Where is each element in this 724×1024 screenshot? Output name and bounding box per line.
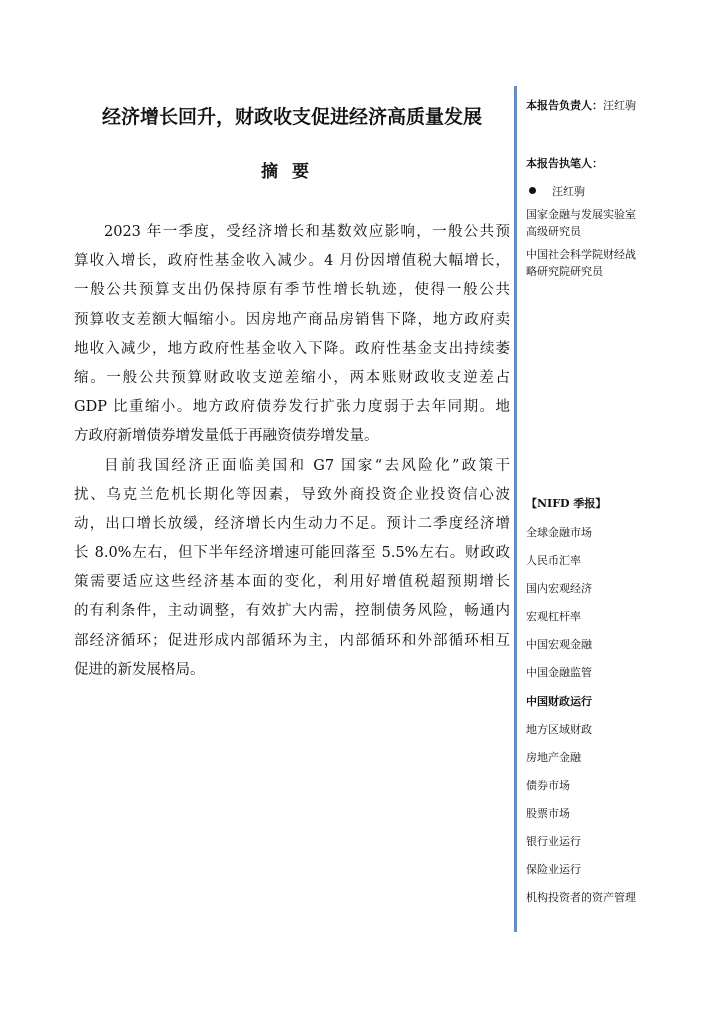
paragraph-line: 促进的新发展格局。 bbox=[74, 661, 205, 678]
nifd-item[interactable]: 地方区域财政 bbox=[526, 722, 592, 736]
nifd-item[interactable]: 国内宏观经济 bbox=[526, 582, 592, 596]
paragraph-line: 方政府新增债券增发量低于再融资债券增发量。 bbox=[74, 428, 379, 445]
nifd-item[interactable]: 中国宏观金融 bbox=[526, 638, 592, 652]
writers-label: 本报告执笔人： bbox=[526, 157, 603, 170]
affiliation-line: 略研究院研究员 bbox=[526, 265, 603, 278]
abstract-body bbox=[74, 218, 510, 685]
affiliation-line: 国家金融与发展实验室 bbox=[526, 208, 636, 221]
paragraph-line: GDP 比重缩小。地方政府债券发行扩张力度弱于去年同期。地 bbox=[74, 399, 510, 416]
paragraph-line: 预算收支差额大幅缩小。因房地产商品房销售下降，地方政府卖 bbox=[74, 311, 510, 328]
nifd-item[interactable]: 房地产金融 bbox=[526, 750, 581, 764]
paragraph-line: 动，出口增长放缓，经济增长内生动力不足。预计二季度经济增 bbox=[74, 515, 510, 532]
paragraph-line: 缩。一般公共预算财政收支逆差缩小，两本账财政收支逆差占 bbox=[74, 369, 510, 386]
author-affiliation-1 bbox=[526, 206, 636, 240]
nifd-item[interactable]: 宏观杠杆率 bbox=[526, 610, 581, 624]
paragraph-line: 扰、乌克兰危机长期化等因素，导致外商投资企业投资信心波 bbox=[74, 486, 510, 503]
bullet-icon bbox=[529, 187, 536, 194]
responsible-label: 本报告负责人： bbox=[526, 99, 603, 112]
report-responsible bbox=[526, 98, 636, 114]
nifd-quarterly-heading: 【NIFD 季报】 bbox=[526, 497, 607, 510]
author-affiliation-2 bbox=[526, 246, 636, 280]
paragraph-line: 算收入增长，政府性基金收入减少。4 月份因增值税大幅增长， bbox=[74, 253, 510, 270]
paragraph-line: 一般公共预算支出仍保持原有季节性增长轨迹，使得一般公共 bbox=[74, 282, 510, 299]
paragraph-line: 部经济循环；促进形成内部循环为主，内部循环和外部循环相互 bbox=[74, 632, 510, 649]
affiliation-line: 中国社会科学院财经战 bbox=[526, 248, 636, 261]
sidebar-divider bbox=[514, 86, 517, 932]
nifd-item[interactable]: 中国金融监管 bbox=[526, 666, 592, 680]
nifd-item-active[interactable]: 中国财政运行 bbox=[526, 694, 592, 708]
author-name: 汪红驹 bbox=[552, 185, 585, 198]
nifd-item[interactable]: 银行业运行 bbox=[526, 835, 581, 849]
paragraph-line: 的有利条件，主动调整，有效扩大内需，控制债务风险，畅通内 bbox=[74, 603, 510, 620]
paragraph-line: 地收入减少，地方政府性基金收入下降。政府性基金支出持续萎 bbox=[74, 340, 510, 357]
author-entry bbox=[526, 184, 585, 200]
paragraph-line: 长 8.0%左右，但下半年经济增速可能回落至 5.5%左右。财政政 bbox=[74, 545, 510, 562]
nifd-item[interactable]: 债券市场 bbox=[526, 778, 570, 792]
nifd-item[interactable]: 全球金融市场 bbox=[526, 526, 592, 539]
nifd-item[interactable]: 机构投资者的资产管理 bbox=[526, 891, 636, 905]
nifd-report-list bbox=[526, 525, 636, 918]
affiliation-line: 高级研究员 bbox=[526, 225, 581, 238]
paragraph-line: 目前我国经济正面临美国和 G7 国家“去风险化”政策干 bbox=[104, 457, 510, 474]
nifd-item[interactable]: 股票市场 bbox=[526, 806, 570, 820]
paragraph-line: 策需要适应这些经济基本面的变化，利用好增值税超预期增长 bbox=[74, 574, 510, 591]
main-column bbox=[74, 0, 510, 1024]
abstract-paragraph-2 bbox=[74, 452, 510, 686]
nifd-item[interactable]: 人民币汇率 bbox=[526, 554, 581, 568]
report-title: 经济增长回升，财政收支促进经济高质量发展 bbox=[101, 106, 482, 128]
responsible-name: 汪红驹 bbox=[603, 99, 636, 112]
paragraph-line: 2023 年一季度，受经济增长和基数效应影响，一般公共预 bbox=[104, 224, 510, 240]
nifd-item[interactable]: 保险业运行 bbox=[526, 863, 581, 877]
abstract-heading: 摘要 bbox=[261, 162, 323, 182]
abstract-paragraph-1 bbox=[74, 218, 510, 452]
